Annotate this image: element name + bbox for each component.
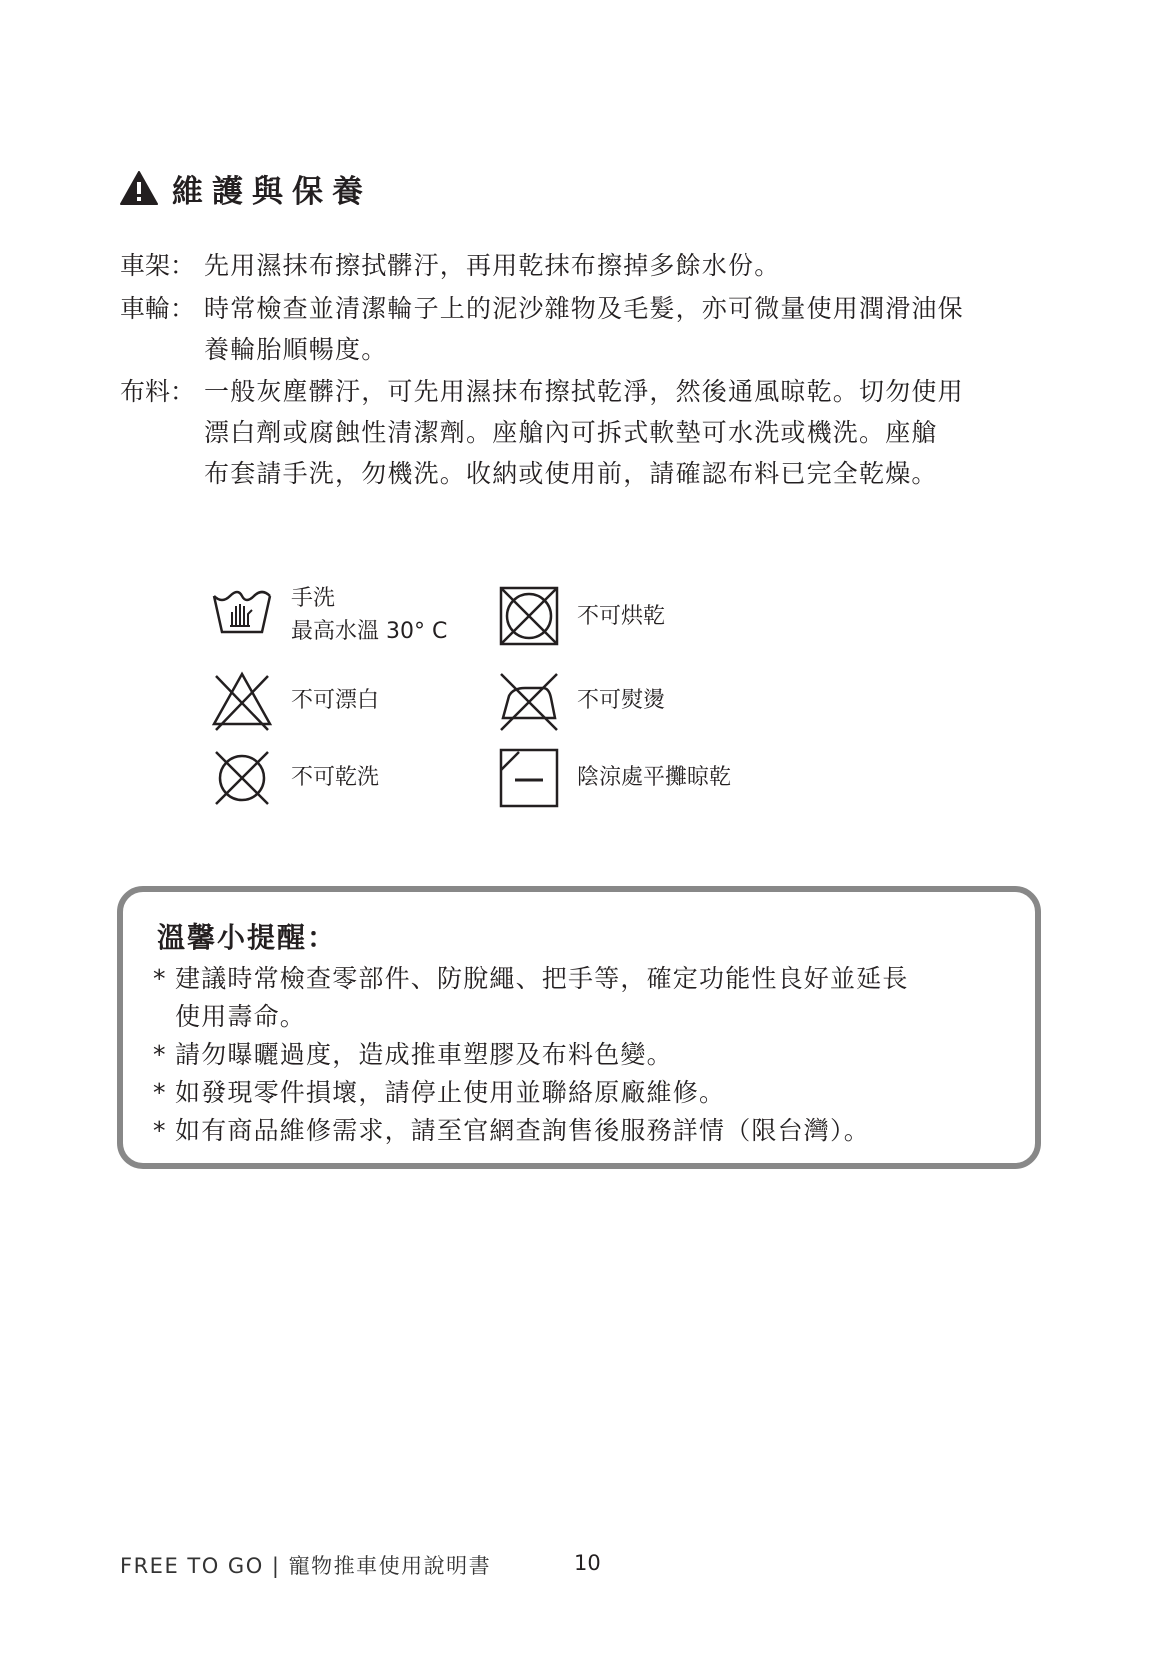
list-item: * 建議時常檢查零部件、防脫繩、把手等，確定功能性良好並延長 使用壽命。: [153, 960, 1033, 1036]
tips-title: 溫馨小提醒：: [157, 921, 338, 954]
symbol-label: 不可烘乾: [577, 604, 666, 629]
hand-wash-icon: [210, 584, 274, 648]
list-item: * 請勿曝曬過度，造成推車塑膠及布料色變。: [153, 1036, 1033, 1074]
section-heading: [120, 168, 372, 208]
no-bleach-symbol: [210, 668, 274, 732]
care-label: 車架：: [120, 251, 196, 280]
care-item-fabric: [120, 371, 1060, 494]
symbol-label: 不可熨燙: [577, 688, 666, 713]
care-item-wheels: [120, 288, 1060, 370]
care-line: 時常檢查並清潔輪子上的泥沙雜物及毛髮，亦可微量使用潤滑油保: [204, 294, 964, 323]
no-bleach-icon: [210, 668, 274, 732]
list-item: * 如有商品維修需求，請至官網查詢售後服務詳情（限台灣）。: [153, 1112, 1033, 1150]
tips-list: [153, 960, 1033, 1150]
care-line: 漂白劑或腐蝕性清潔劑。座艙內可拆式軟墊可水洗或機洗。座艙: [204, 418, 938, 447]
care-line: 布套請手洗，勿機洗。收納或使用前，請確認布料已完全乾燥。: [204, 459, 938, 488]
warning-triangle-icon: [120, 171, 158, 205]
care-line: 養輪胎順暢度。: [204, 335, 388, 364]
no-tumble-dry-symbol: [497, 584, 561, 648]
no-dry-clean-icon: [210, 746, 274, 810]
footer-title: FREE TO GO | 寵物推車使用說明書: [120, 1554, 492, 1578]
list-item: * 如發現零件損壞，請停止使用並聯絡原廠維修。: [153, 1074, 1033, 1112]
page-number: 10: [574, 1551, 601, 1575]
bullet-star: *: [153, 964, 167, 993]
no-iron-icon: [497, 668, 561, 732]
tips-box: [117, 886, 1041, 1169]
symbol-label: 不可漂白: [291, 688, 380, 713]
care-label: 布料：: [120, 377, 196, 406]
care-item-frame: [120, 245, 1060, 286]
bullet-star: *: [153, 1116, 167, 1145]
symbol-label: 不可乾洗: [291, 765, 380, 790]
symbol-label: 手洗 最高水溫 30° C: [291, 586, 448, 644]
no-iron-symbol: [497, 668, 561, 732]
care-line: 先用濕抹布擦拭髒汙，再用乾抹布擦掉多餘水份。: [204, 251, 781, 280]
dry-flat-in-shade-symbol: [497, 746, 561, 810]
care-label: 車輪：: [120, 294, 196, 323]
hand-wash-symbol: [210, 584, 274, 648]
bullet-star: *: [153, 1040, 167, 1069]
bullet-star: *: [153, 1078, 167, 1107]
no-dry-clean-symbol: [210, 746, 274, 810]
section-title: 維護與保養: [172, 173, 372, 210]
symbol-label: 陰涼處平攤晾乾: [577, 765, 732, 790]
dry-flat-in-shade-icon: [497, 746, 561, 810]
no-tumble-dry-icon: [497, 584, 561, 648]
care-line: 一般灰塵髒汙，可先用濕抹布擦拭乾淨，然後通風晾乾。切勿使用: [204, 377, 964, 406]
